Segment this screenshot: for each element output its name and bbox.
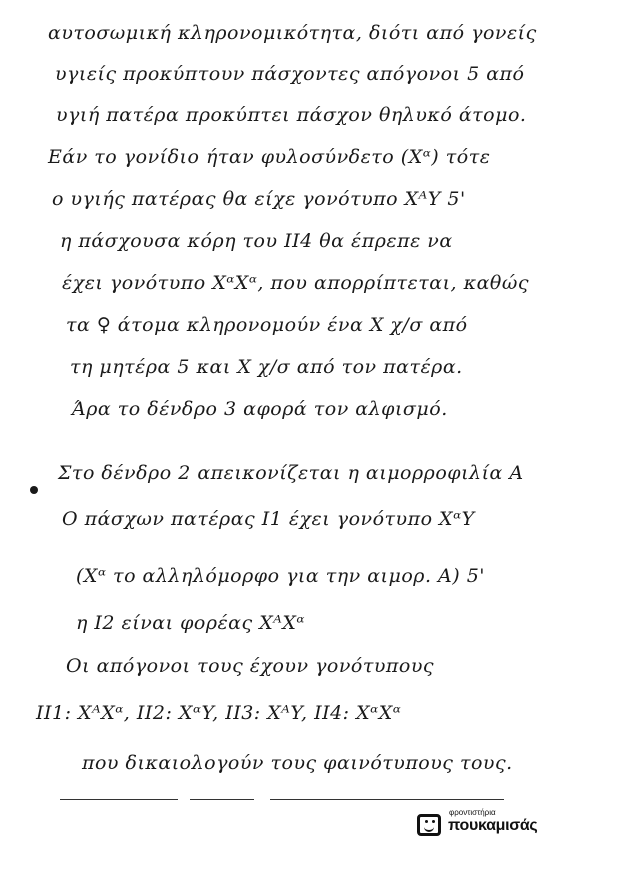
text-line-11: Στο δένδρο 2 απεικονίζεται η αιμορροφιλία Α	[58, 462, 524, 484]
text-line-12: Ο πάσχων πατέρας I1 έχει γονότυπο XᵅY	[62, 508, 475, 530]
footer-rule-1	[60, 799, 178, 800]
logo-name: πουκαμισάς	[448, 817, 538, 834]
text-line-14: η I2 είναι φορέας XᴬXᵅ	[76, 612, 305, 634]
text-line-3: υγιή πατέρα προκύπτει πάσχον θηλυκό άτομο.	[56, 104, 527, 126]
text-line-10: Άρα το δένδρο 3 αφορά τον αλφισμό.	[72, 398, 448, 420]
text-line-6: η πάσχουσα κόρη του II4 θα έπρεπε να	[60, 230, 453, 252]
text-line-16: II1: XᴬXᵅ, II2: XᵅY, II3: XᴬY, II4: XᵅXᵅ	[36, 702, 402, 724]
logo-tagline: φροντιστήρια	[449, 808, 496, 817]
publisher-logo	[417, 808, 557, 838]
footer-rule-2	[190, 799, 254, 800]
text-line-9: τη μητέρα 5 και X χ/σ από τον πατέρα.	[70, 356, 463, 378]
text-line-5: ο υγιής πατέρας θα είχε γονότυπο XᴬY 5'	[52, 188, 466, 210]
text-line-17: που δικαιολογούν τους φαινότυπους τους.	[82, 752, 513, 774]
text-line-7: έχει γονότυπο XᵅXᵅ, που απορρίπτεται, καθώς	[62, 272, 529, 294]
text-line-13: (Xᵅ το αλληλόμορφο για την αιμορ. Α) 5'	[76, 565, 486, 587]
text-line-2: υγιείς προκύπτουν πάσχοντες απόγονοι 5 από	[55, 63, 525, 85]
smile-icon	[417, 814, 441, 836]
footer-rule-3	[270, 799, 504, 800]
text-line-8: τα ♀ άτομα κληρονομούν ένα X χ/σ από	[66, 314, 468, 336]
text-line-15: Οι απόγονοι τους έχουν γονότυπους	[66, 655, 435, 677]
bullet-dot	[30, 486, 38, 494]
text-line-4: Εάν το γονίδιο ήταν φυλοσύνδετο (Xᵅ) τότε	[48, 146, 491, 168]
text-line-1: αυτοσωμική κληρονομικότητα, διότι από γονείς	[48, 22, 537, 44]
